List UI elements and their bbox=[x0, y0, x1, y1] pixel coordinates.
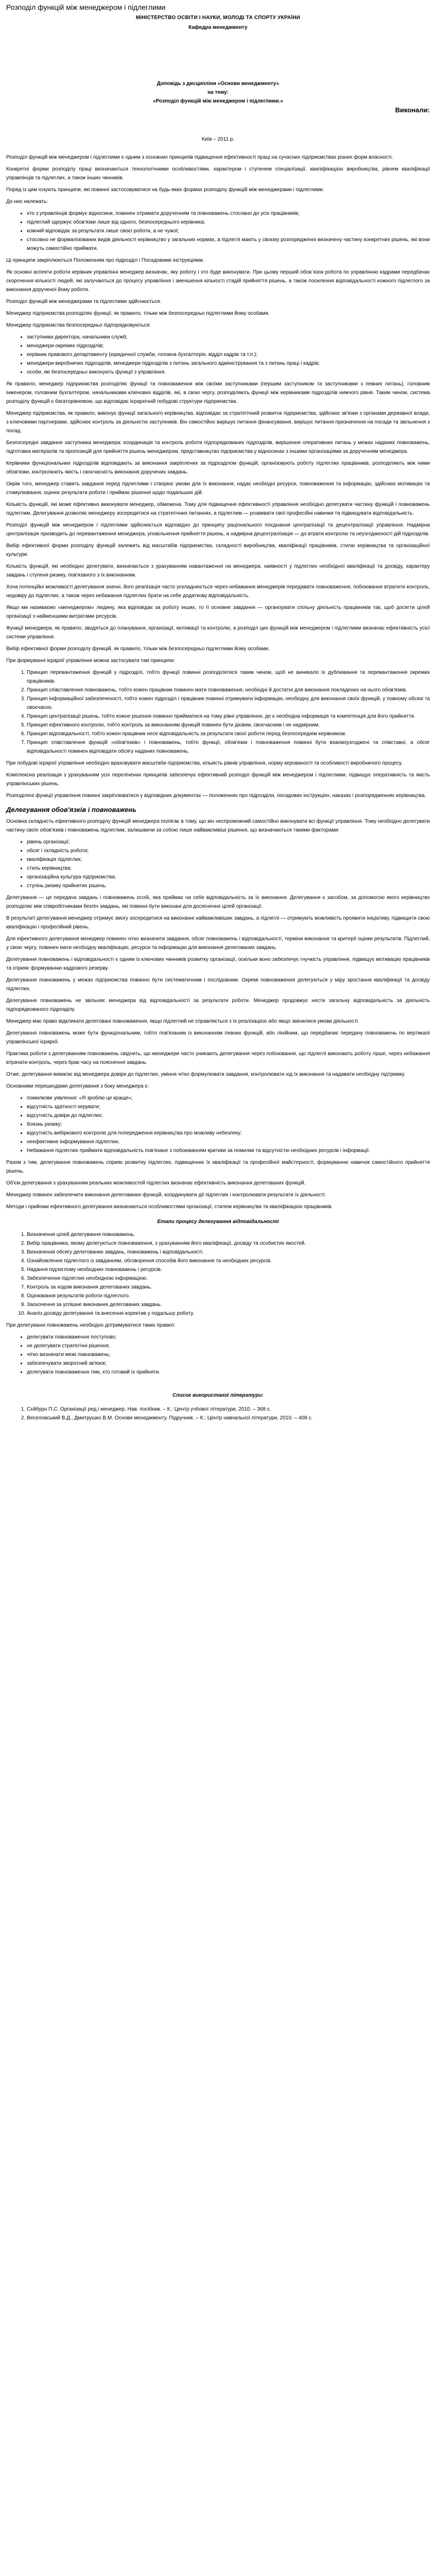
list-item: • відсутність здатності керувати; bbox=[27, 1103, 430, 1111]
section-heading: Делегування обов'язків і повноважень bbox=[6, 806, 136, 814]
paragraph: Менеджер повинен забезпечити виконання делегованих функцій, координувати дії підлеглих і контролювати результати їх діяльності. bbox=[6, 1192, 326, 1198]
list-item: • кваліфікація підлеглих; bbox=[27, 855, 430, 864]
subordinates-list bbox=[6, 333, 430, 377]
rules-list bbox=[6, 1333, 430, 1377]
list-item: • чітко визначати межі повноважень; bbox=[27, 1350, 430, 1359]
list-item: 7. Принцип співставлення функцій «обов'язків» і повноважень, тобто функції, обов'язки і повноваження повинні бути взаємоузгоджені та співставні, а обсяг відповідальності повинен відповідати обсягу наданих повноважень. bbox=[27, 738, 430, 756]
list-item: • рівень організації; bbox=[27, 838, 430, 846]
paragraph: Розподіл функцій між менеджерами та підлеглими здійснюється. bbox=[6, 299, 162, 304]
paragraph: Розподіл функцій між менеджером і підлеглими є одним з основних принципів підвищення ефективності праці на сучасних підприємствах різних форм власності. bbox=[6, 155, 393, 160]
list-item: 7. Контроль за ходом виконання делегованих завдань. bbox=[27, 1283, 430, 1292]
paragraph: Функції менеджера, як правило, зводяться до планування, організації, мотивації та контролю, а розподіл цих функцій між менеджером і підлеглими визначає ефективність усієї системи управління. bbox=[6, 625, 430, 640]
paragraph: Основна складність ефективного розподілу функцій менеджера полягає в тому, що він неспроможний самостійно виконувати всі функції управління. Тому необхідно делегувати частину своїх обов'язків і повноважень підлеглим, залишаючи за собою лише найважливіші рішення, що визначаються такими факторами: bbox=[6, 819, 430, 833]
list-item: • організаційна культура підприємства; bbox=[27, 873, 430, 882]
paragraph: Менеджер підприємства, як правило, виконує функції загального керівництва, відповідає за стратегічний розвиток підприємства, здійснює зв'язки з органами державної влади, з ключовими партнерами, здійснює контроль за діяльністю заступників. Він самостійно вирішує питання фінансування, вирішує питання призначення на посади та звільнення з посад. bbox=[6, 411, 430, 434]
paragraph: Делегування повноважень не звільняє менеджера від відповідальності за результати роботи. Менеджер продовжує нести загальну відповідальність за діяльність підпорядкованого підрозділу. bbox=[6, 998, 430, 1012]
paragraph: Делегування повноважень може бути функціональним, тобто пов'язаним із виконанням певних функцій, або лінійним, що передбачає передачу повноважень по вертикалі управлінської ієрархії. bbox=[6, 1030, 430, 1045]
delegation-section-3 bbox=[6, 1158, 430, 1211]
paragraph: Поряд із цим існують принципи, які повинні застосовуватися на будь-яких формах розподілу функцій між менеджерами і підлеглими. bbox=[6, 187, 324, 193]
list-item: 6. Забезпечення підлеглих необхідною інформацією. bbox=[27, 1274, 430, 1283]
list-item: • Небажання підлеглих приймати відповідальність пов'язане з побоюванням критики за помилки та відсутністю необхідних ресурсів і інформації. bbox=[27, 1146, 430, 1155]
list-item: 2. Принцип співставлення повноважень, тобто кожен працівник повинен мати повноваження, необхідні й достатні для виконання покладених на нього обов'язків. bbox=[27, 686, 430, 694]
list-item: • менеджери виробничих підрозділів, менеджери підрозділів з питань загального адміністрування та з питань праці і кадрів; bbox=[27, 359, 430, 368]
list-item: 10. Аналіз досвіду делегування та внесення коректив у подальшу роботу. bbox=[27, 1309, 430, 1318]
principles-list bbox=[6, 209, 430, 253]
paragraph: Практика роботи з делегуванням повноважень свідчить, що менеджери часто уникають делегування через побоювання, що підлеглі виконають роботу гірше, через небажання втрачати контроль, через брак часу на пояснення завдань. bbox=[6, 1051, 430, 1065]
list-item: 1. Визначення цілей делегування повноважень. bbox=[27, 1230, 430, 1239]
paragraph: Комплексна реалізація з урахуванням усіх перелічених принципів забезпечує ефективний розподіл функцій між менеджером і підлеглими, підвищує оперативність та якість управлінських рішень. bbox=[6, 772, 430, 787]
paragraph: Якщо ми називаємо «менеджером» людину, яка відповідає за роботу інших, то її основне завдання — організувати спільну діяльність працівників так, щоб досягти цілей організації з найменшими витратами ресурсів. bbox=[6, 605, 430, 619]
paragraph: В результаті делегування менеджер отримує змогу зосередитися на виконанні найважливіших завдань, а підлеглі — отримують можливість проявити ініціативу, підвищити свою кваліфікацію і професійний рівень. bbox=[6, 916, 430, 930]
list-item: • делегувати повноваження тим, хто готовий їх прийняти. bbox=[27, 1368, 430, 1377]
list-item: 3. Принцип інформаційної забезпеченості, тобто кожен підрозділ і працівник повинні отримувати інформацію, необхідну для виконання своїх функцій, у повному обсязі та своєчасно. bbox=[27, 694, 430, 712]
list-item: • заступники директора, начальники служб; bbox=[27, 333, 430, 342]
bibliography-item: 2. Веселовський В.Д., Дмитрушко В.М. Основи менеджменту. Підручник. – К.: Центр навчальної літератури, 2010. – 408 с. bbox=[27, 1414, 430, 1422]
paragraph: Менеджер має право відкликати делеговані повноваження, якщо підлеглий не справляється з їх реалізацією або якщо змінилися умови діяльності. bbox=[6, 1019, 359, 1024]
paragraph: Ці принципи закріплюються Положенням про підрозділ і Посадовими інструкціями. bbox=[6, 258, 204, 263]
report-line: Доповідь з дисципліни «Основи менеджменту» bbox=[156, 81, 280, 87]
paragraph: При побудові ієрархії управління необхідно враховувати масштаби підприємства, кількість рівнів управління, норму керованості та особливості виробничого процесу. bbox=[6, 760, 403, 766]
hierarchy-principles-list bbox=[6, 668, 430, 756]
paragraph: Об'єм делегування з урахуванням реальних можливостей підлеглих визначає ефективність виконання делегованих функцій. bbox=[6, 1180, 306, 1186]
list-item: 2. Вибір працівника, якому делегуються повноваження, з урахуванням його кваліфікації, досвіду та особистих якостей. bbox=[27, 1239, 430, 1248]
paragraph: Розподіл функцій між менеджером і підлеглими здійснюється відповідно до принципу раціонального поєднання централізації та децентралізації управління. Надмірна централізація призводить до перевантаження менеджера, уповільнення прийняття рішень, а надмірна децентралізація — до втрати контролю та неузгодженості дій підрозділів. bbox=[6, 522, 430, 537]
list-item: 5. Принцип ефективного контролю, тобто контроль за виконанням функцій повинен бути дієвим, своєчасним і не надмірним. bbox=[27, 721, 430, 730]
paragraph: Менеджер підприємства безпосередньо підпорядковуються: bbox=[6, 323, 151, 328]
bibliography-item: 1. Сєйбурн П.С. Організації ред.і менеджер. Нав. посібник. – К.: Центр учбової літератури, 2010. – 368 с. bbox=[27, 1405, 430, 1414]
document-title: Розподіл функцій між менеджером і підлеглими bbox=[6, 3, 166, 11]
paragraph: Як основні аспекти роботи керівник управлінні менеджер визначає, яку роботу і хто буде виконувати. При цьому перший обов`язок робота по управлінню кадрами передбачає скорочення кількості людей, які залучаються до процесу управління і зменшення кількості стадій прийняття рішень, а також посилення відповідальності кожного підлеглого за виконання дорученої йому роботи. bbox=[6, 269, 430, 293]
paragraph: Отже, делегування вимагає від менеджера довіри до підлеглих, уміння чітко формулювати завдання, контролювати хід їх виконання та надавати необхідну підтримку. bbox=[6, 1072, 406, 1077]
list-item: • особи, які безпосередньо виконують функції з управління. bbox=[27, 368, 430, 377]
bibliography-heading: Список використаної літератури: bbox=[172, 1393, 264, 1398]
list-item: 8. Оцінювання результатів роботи підлеглого. bbox=[27, 1292, 430, 1300]
paragraph: Разом з тим, делегування повноважень сприяє розвитку підлеглих, підвищенню їх кваліфікації та професійної майстерності, формуванню навичок самостійного прийняття рішень. bbox=[6, 1160, 430, 1174]
paragraph: Основними перешкодами делегування з боку менеджера є: bbox=[6, 1083, 149, 1089]
list-item: • боязнь ризику; bbox=[27, 1120, 430, 1129]
list-item: 1. Принцип перевантаження функцій у підрозділі, тобто функції повинні розподілятися таким чином, щоб не виникало їх дублювання та перевантаження окремих працівників. bbox=[27, 668, 430, 686]
paragraph: Вибір ефективної форми розподілу функцій залежить від масштабів підприємства, складності виробництва, кваліфікації працівників, стилю керівництва та організаційної культури. bbox=[6, 543, 430, 557]
paragraph: При формуванні ієрархії управління можна застосувати такі принципи: bbox=[6, 658, 175, 664]
paragraph: Менеджер підприємства розподіляє функції, як правило, тільки між безпосередньо підлеглими йому особами. bbox=[6, 311, 270, 316]
list-item: • обсяг і складність роботи; bbox=[27, 846, 430, 855]
list-item: • стосовно не формалізованих видів діяльності керівництво у загальних нормах, а підлеглі мають у своєму розпорядженні визначену частину конкретних рішень, які вони можуть самостійно приймати. bbox=[27, 235, 430, 253]
list-item: • відсутність довіри до підлеглих; bbox=[27, 1111, 430, 1120]
paragraph: Хоча потенційні можливості делегування значні, його реалізація часто ускладнюється через небажання менеджерів передавати повноваження, побоювання втратити контроль, недовіру до підлеглих, а також через небажання підлеглих брати на себе додаткову відповідальність. bbox=[6, 584, 430, 599]
report-topic: «Розподіл функцій між менеджером і підлеглими.» bbox=[153, 98, 283, 104]
obstacles-list bbox=[6, 1094, 430, 1155]
ministry-heading: МІНІСТЕРСТВО ОСВІТИ І НАУКИ, МОЛОДІ ТА СПОРТУ УКРАЇНИ bbox=[135, 15, 301, 21]
body-section-2 bbox=[6, 380, 430, 653]
topic-label: на тему: bbox=[207, 90, 229, 95]
paragraph: Керівники функціональних підрозділів відповідають за виконання закріплених за підрозділом функцій, організовують роботу підлеглих працівників, розподіляють між ними обов'язки, контролюють якість і своєчасність виконання доручених завдань. bbox=[6, 461, 430, 475]
paragraph: Безпосередні завдання заступника менеджера: координація та контроль роботи підпорядкованих підрозділів, вирішення оперативних питань у межах наданих повноважень, підготовка матеріалів та пропозицій для прийняття рішень менеджером, представництво підприємства у відносинах з іншими організаціями за дорученням менеджера. bbox=[6, 440, 430, 454]
list-item: 4. Ознайомлення підлеглого із завданням, обговорення способів його виконання та необхідних ресурсів. bbox=[27, 1257, 430, 1265]
paragraph: Вибір ефективної форми розподілу функцій, як правило, тільки між безпосередньо підлеглими йому особами. bbox=[6, 646, 270, 652]
paragraph: Кількість функцій, які може ефективно виконувати менеджер, обмежена. Тому для підвищення ефективності управління необхідно делегувати частину функцій і повноважень підлеглим. Делегування дозволяє менеджеру зосередитися на стратегічних питаннях, а підлеглим — розвивати свої професійні навички та підвищувати відповідальність. bbox=[6, 502, 430, 516]
list-item: • стиль керівництва; bbox=[27, 864, 430, 873]
paragraph: Кількість функцій, які необхідно делегувати, визначається з урахуванням навантаження на менеджера, наявності у підлеглих необхідної кваліфікації та досвіду, характеру завдань і ступеня ризику, пов'язаного з їх виконанням. bbox=[6, 564, 430, 578]
bibliography-list bbox=[6, 1405, 430, 1422]
paragraph: Розподілені функції управління повинні закріплюватися у відповідних документах — положеннях про підрозділи, посадових інструкціях, наказах і розпорядженнях керівництва. bbox=[6, 793, 426, 799]
performer-label: Виконали: bbox=[395, 106, 430, 114]
paragraph: Як правило, менеджер підприємства розподіляє функції та повноваження між своїми заступниками (першим заступником та заступниками з певних питань), головним інженером, головним бухгалтером, начальниками ключових відділів, які, в свою чергу, розподіляють функції між керівниками підрозділів нижчого рівня. Таким чином, система розподілу функцій є багаторівневою, що відповідає ієрархічній побудові структури підприємства. bbox=[6, 381, 430, 404]
steps-heading: Етапи процесу делегування відповідальності bbox=[157, 1219, 279, 1225]
paragraph: Делегування — це передача завдань і повноважень особі, яка приймає на себе відповідальність за їх виконання. Делегування є засобом, за допомогою якого керівництво розподіляє між співробітниками безліч завдань, які повинні бути виконані для досягнення цілей організації. bbox=[6, 895, 430, 909]
city-year: Київ – 2011 р. bbox=[201, 137, 235, 142]
steps-list bbox=[6, 1230, 430, 1318]
list-item: • делегувати повноваження поступово; bbox=[27, 1333, 430, 1342]
paragraph: До них належать: bbox=[6, 199, 48, 205]
list-item: • керівник правового департаменту (юридичної служби, головна бухгалтерія, відділ кадрів та т.п.); bbox=[27, 350, 430, 359]
paragraph: Делегування повноважень і відповідальності є одним із ключових чинників розвитку організації, оскільки воно забезпечує гнучкість управління, підвищує мотивацію працівників та сприяє формуванню кадрового резерву. bbox=[6, 957, 430, 971]
delegation-section-2 bbox=[6, 893, 430, 1091]
paragraph: Делегування повноважень у межах підприємства повинно бути систематичним і послідовним. Окремі повноваження делегуються у міру зростання кваліфікації та досвіду підлеглих. bbox=[6, 977, 430, 992]
list-item: • забезпечувати зворотний зв'язок; bbox=[27, 1359, 430, 1368]
department-heading: Кафедра менеджменту bbox=[188, 25, 248, 30]
intro-section bbox=[6, 153, 430, 206]
list-item: • хто з управлінців формує відносини, повинен отримати дорученням та повноважень стосовно до усіх працівників; bbox=[27, 209, 430, 218]
paragraph: Окрім того, менеджер ставить завдання перед підлеглими і створює умови для їх виконання, надає необхідні ресурси, повноваження та інформацію, здійснює мотивацію та стимулювання, оцінює результати роботи і приймає рішення щодо подальших дій. bbox=[6, 481, 430, 496]
list-item: 3. Визначення обсягу делегованих завдань, повноважень і відповідальності. bbox=[27, 1248, 430, 1257]
list-item: • неефективне інформування підлеглих. bbox=[27, 1138, 430, 1146]
list-item: • помилкове уявлення: «Я зроблю це краще»; bbox=[27, 1094, 430, 1103]
list-item: 4. Принцип централізації рішень, тобто кожне рішення повинно прийматися на тому рівні управління, де є необхідна інформація та компетенція для його прийняття. bbox=[27, 712, 430, 721]
list-item: • ступінь ризику прийнятих рішень. bbox=[27, 882, 430, 890]
list-item: • не делегувати стратегічні рішення; bbox=[27, 1342, 430, 1350]
body-section-3 bbox=[6, 759, 430, 800]
paragraph: Конкретні форми розподілу праці визначаються технологічними особливостями, характером і ступенем спеціалізації, кваліфікацією виробництва, рівнем кваліфікації управлінців та підлеглих, а також інших чинників. bbox=[6, 166, 430, 181]
delegation-factors-list bbox=[6, 838, 430, 890]
list-item: • кожний відповідає за результати лише своєї роботи, а не чужої; bbox=[27, 227, 430, 235]
list-item: • відсутність вибіркового контролю для попередження керівництва про можливу небезпеку; bbox=[27, 1129, 430, 1138]
paragraph: При делегуванні повноважень необхідно дотримуватися таких правил: bbox=[6, 1323, 176, 1328]
list-item: • менеджери окремих підрозділів; bbox=[27, 342, 430, 350]
list-item: 9. Заохочення за успішне виконання делегованих завдань. bbox=[27, 1300, 430, 1309]
list-item: 5. Надання підлеглому необхідних повноважень і ресурсів. bbox=[27, 1265, 430, 1274]
paragraph: Для ефективного делегування менеджер повинен чітко визначити завдання, обсяг повноважень і відповідальності, терміни виконання та критерії оцінки результатів. Підлеглий, у свою чергу, повинен мати необхідну кваліфікацію, ресурси та інформацію для виконання делегованих завдань. bbox=[6, 936, 430, 951]
list-item: • підлеглий одержує обов'язки лише від одного, безпосереднього керівника; bbox=[27, 218, 430, 227]
paragraph: Методи і прийоми ефективного делегування визначаються особливостями організації, стилем керівництва та кваліфікацією працівників. bbox=[6, 1204, 333, 1210]
list-item: 6. Принцип відповідальності, тобто кожен працівник несе відповідальність за результати своєї роботи перед безпосереднім керівником. bbox=[27, 730, 430, 738]
body-section-1 bbox=[6, 256, 430, 330]
